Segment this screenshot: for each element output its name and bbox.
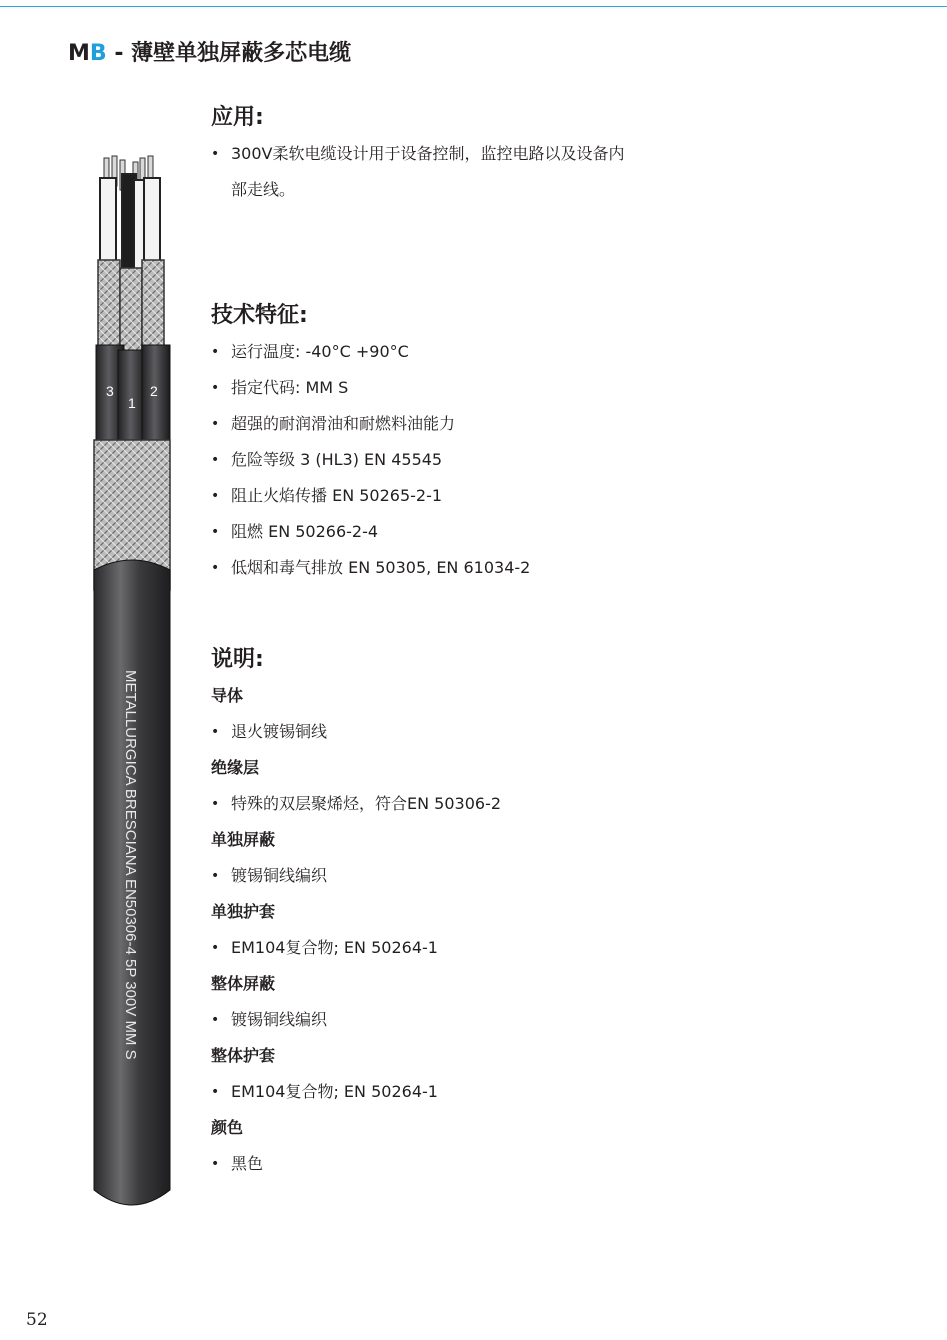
description-title: 说明: (211, 647, 264, 672)
list-item: • 运行温度: -40°C +90°C (211, 334, 771, 370)
insulation-label: 绝缘层 (211, 758, 260, 777)
list-item: • 镀锡铜线编织 (211, 1002, 771, 1038)
title-prefix-m: M (68, 41, 90, 66)
features-list (211, 334, 771, 586)
core-number-1: 1 (128, 395, 136, 411)
list-item: • 退火镀锡铜线 (211, 714, 771, 750)
features-title: 技术特征: (211, 303, 308, 328)
title-prefix-b: B (89, 41, 107, 66)
list-item: • 危险等级 3 (HL3) EN 45545 (211, 442, 771, 478)
page-title (68, 36, 351, 67)
description-list (211, 678, 771, 1182)
jacket-print: METALLURGICA BRESCIANA EN50306-4 5P 300V MM S (122, 670, 139, 1060)
overall-shield-label: 整体屏蔽 (211, 974, 276, 993)
list-item: • 特殊的双层聚烯烃，符合EN 50306-2 (211, 786, 771, 822)
individual-shields (98, 260, 164, 358)
application-list (211, 136, 771, 208)
list-item: • 指定代码: MM S (211, 370, 771, 406)
list-item: • EM104复合物; EN 50264-1 (211, 930, 771, 966)
list-item: • 阻燃 EN 50266-2-4 (211, 514, 771, 550)
list-item: • 超强的耐润滑油和耐燃料油能力 (211, 406, 771, 442)
list-item: • 300V柔软电缆设计用于设备控制，监控电路以及设备内部走线。 (211, 136, 631, 208)
conductor-label: 导体 (211, 686, 244, 705)
list-item: • 镀锡铜线编织 (211, 858, 771, 894)
overall-jacket-label: 整体护套 (211, 1046, 276, 1065)
list-item: • 黑色 (211, 1146, 771, 1182)
core-number-2: 2 (150, 383, 158, 399)
list-item: • 阻止火焰传播 EN 50265-2-1 (211, 478, 771, 514)
cable-illustration (88, 150, 178, 1220)
top-accent-rule (0, 6, 947, 7)
title-text: - 薄壁单独屏蔽多芯电缆 (106, 41, 352, 66)
color-label: 颜色 (211, 1118, 244, 1137)
individual-jacket-label: 单独护套 (211, 902, 276, 921)
list-item: • 低烟和毒气排放 EN 50305, EN 61034-2 (211, 550, 771, 586)
page-number: 52 (26, 1310, 48, 1330)
content-column (211, 100, 771, 1182)
individual-shield-label: 单独屏蔽 (211, 830, 276, 849)
application-title: 应用: (211, 105, 264, 130)
core-number-3: 3 (106, 383, 114, 399)
list-item: • EM104复合物; EN 50264-1 (211, 1074, 771, 1110)
